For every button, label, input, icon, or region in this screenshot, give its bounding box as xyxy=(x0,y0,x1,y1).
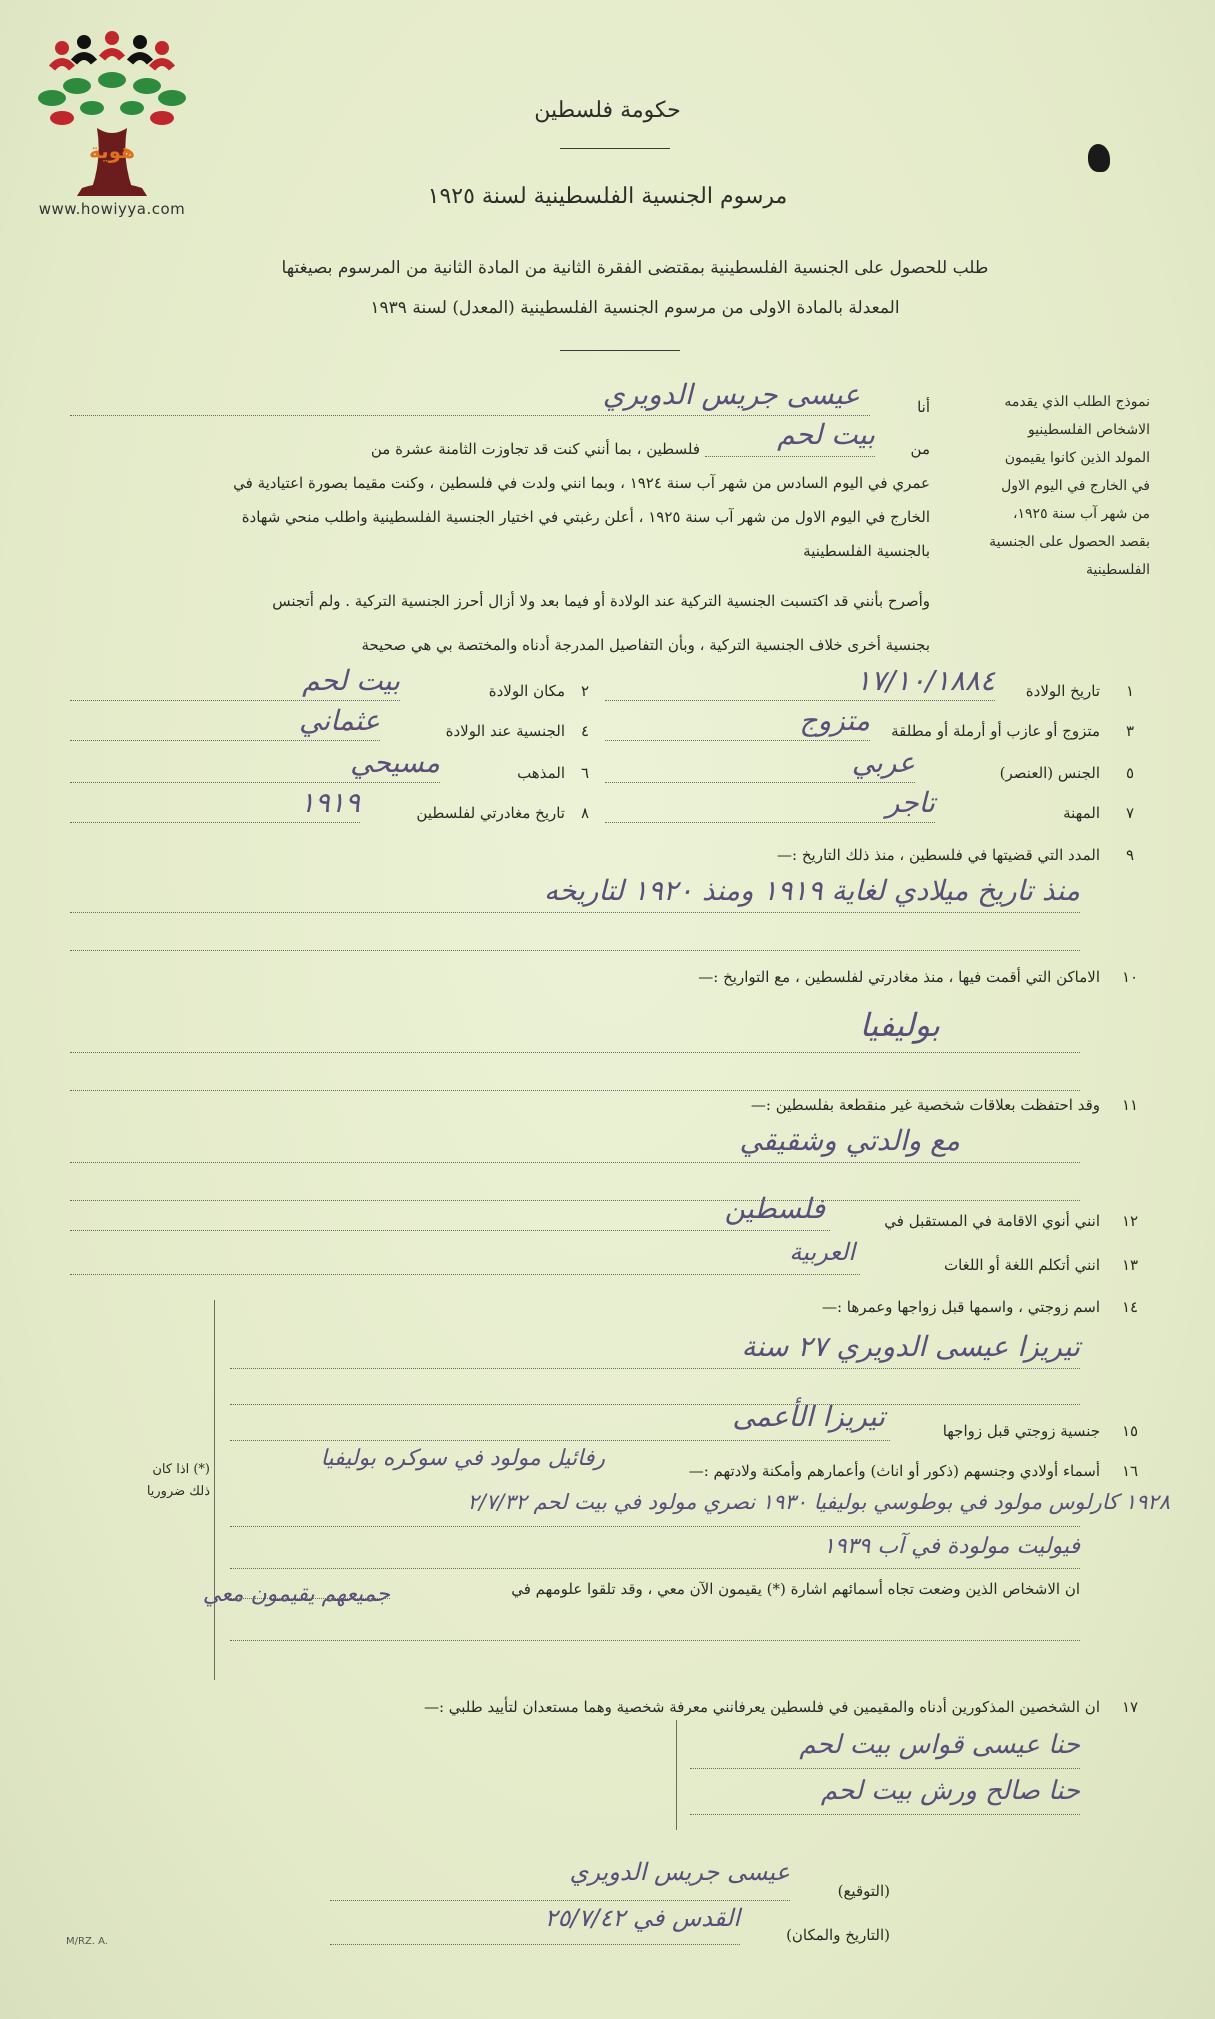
q9-value: منذ تاريخ ميلادي لغاية ١٩١٩ ومنذ ١٩٢٠ لتاريخه xyxy=(544,874,1080,907)
town-line xyxy=(705,456,875,457)
q14-label: اسم زوجتي ، واسمها قبل زواجها وعمرها :— xyxy=(821,1298,1100,1316)
field-value-birth-nationality: عثماني xyxy=(298,704,380,737)
q13-label: انني أتكلم اللغة أو اللغات xyxy=(943,1256,1100,1274)
q14-value: تيريزا عيسى الدويري ٢٧ سنة xyxy=(741,1330,1080,1363)
applicant-town: بيت لحم xyxy=(777,418,875,451)
title-rule xyxy=(560,148,670,149)
q16-value-line-3: فيوليت مولودة في آب ١٩٣٩ xyxy=(823,1534,1080,1559)
intro-line-2: عمري في اليوم السادس من شهر آب سنة ١٩٢٤ ، وبما انني ولدت في فلسطين ، وكنت مقيما بصورة اعتيادية في xyxy=(233,474,930,492)
q13-value: العربية xyxy=(789,1238,855,1266)
intro-line-1: فلسطين ، بما أنني كنت قد تجاوزت الثامنة عشرة من xyxy=(370,440,700,458)
field-line xyxy=(70,1162,1080,1163)
field-label-departure-date: تاريخ مغادرتي لفلسطين xyxy=(416,804,565,822)
field-line xyxy=(70,822,360,823)
field-value-departure-date: ١٩١٩ xyxy=(299,786,360,819)
field-number: ١٧ xyxy=(1121,1698,1139,1716)
field-value-birth-date: ١٧/١٠/١٨٨٤ xyxy=(855,664,995,697)
q16-label: أسماء أولادي وجنسهم (ذكور أو اناث) وأعمارهم وأمكنة ولادتهم :— xyxy=(688,1462,1100,1480)
logo-url: www.howiyya.com xyxy=(38,200,186,218)
intro-ana: أنا xyxy=(917,398,930,416)
declaration-line-1: وأصرح بأنني قد اكتسبت الجنسية التركية عند الولادة أو فيما بعد ولا أزال أحرز الجنسية التركية . ولم أتجنس xyxy=(272,592,930,610)
form-code: M/RZ. A. xyxy=(66,1936,108,1947)
intro-line-3: الخارج في اليوم الاول من شهر آب سنة ١٩٢٥ ، أعلن رغبتي في اختيار الجنسية الفلسطينية واطلب منحي شهادة xyxy=(241,508,930,526)
q16-asterisk-text: ان الاشخاص الذين وضعت تجاه أسمائهم اشارة (*) يقيمون الآن معي ، وقد تلقوا علومهم في xyxy=(511,1580,1080,1598)
field-number: ٨ xyxy=(580,804,590,822)
field-value-marital: متزوج xyxy=(799,704,870,737)
referee-1: حنا عيسى قواس بيت لحم xyxy=(799,1730,1080,1760)
field-number: ١٥ xyxy=(1121,1422,1139,1440)
q16-value-line-2: ١٩٢٨ كارلوس مولود في بوطوسي بوليفيا ١٩٣٠ نصري مولود في بيت لحم ٢/٧/٣٢ xyxy=(467,1490,1170,1514)
government-title: حكومة فلسطين xyxy=(534,98,681,123)
field-number: ٢ xyxy=(580,682,590,700)
place-date-value: القدس في ٢٥/٧/٤٢ xyxy=(544,1904,740,1932)
field-line xyxy=(70,912,1080,913)
q11-label: وقد احتفظت بعلاقات شخصية غير منقطعة بفلسطين :— xyxy=(750,1096,1100,1114)
q16-note-2: ذلك ضروريا xyxy=(146,1484,210,1499)
field-line xyxy=(70,740,380,741)
signature-value: عيسى جريس الدويري xyxy=(569,1858,790,1886)
field-line xyxy=(690,1768,1080,1769)
field-line xyxy=(230,1568,1080,1569)
q15-label: جنسية زوجتي قبل زواجها xyxy=(942,1422,1100,1440)
field-value-race: عربي xyxy=(851,746,915,779)
field-line xyxy=(70,950,1080,951)
q10-value: بوليفيا xyxy=(859,1006,940,1044)
field-line xyxy=(70,1274,860,1275)
svg-text:هوية: هوية xyxy=(88,139,136,163)
field-number: ١٢ xyxy=(1121,1212,1139,1230)
q9-label: المدد التي قضيتها في فلسطين ، منذ ذلك التاريخ :— xyxy=(777,846,1100,864)
field-line xyxy=(330,1900,790,1901)
q15-value: تيريزا الأعمى xyxy=(732,1400,885,1433)
field-number: ١٠ xyxy=(1121,968,1139,986)
field-line xyxy=(70,700,400,701)
field-label-birth-date: تاريخ الولادة xyxy=(1025,682,1100,700)
field-number: ٧ xyxy=(1125,804,1135,822)
field-line xyxy=(605,740,870,741)
field-number: ١١ xyxy=(1121,1096,1139,1114)
declaration-line-2: بجنسية أخرى خلاف الجنسية التركية ، وبأن التفاصيل المدرجة أدناه والمختصة بي هي صحيحة xyxy=(361,636,930,654)
decree-title: مرسوم الجنسية الفلسطينية لسنة ١٩٢٥ xyxy=(427,184,788,209)
field-line xyxy=(605,700,995,701)
people-icon xyxy=(52,31,172,68)
q12-value: فلسطين xyxy=(724,1192,825,1225)
field-line xyxy=(230,1526,1080,1527)
field-number: ١٤ xyxy=(1121,1298,1139,1316)
field-line xyxy=(70,1090,1080,1091)
field-line xyxy=(230,1640,1080,1641)
field-value-religion: مسيحي xyxy=(350,746,440,779)
field-label-marital: متزوج أو عازب أو أرملة أو مطلقة xyxy=(891,722,1100,740)
field-line xyxy=(70,782,440,783)
field-line xyxy=(230,1440,890,1441)
field-line xyxy=(605,822,935,823)
field-line xyxy=(605,782,915,783)
field-number: ٥ xyxy=(1125,764,1135,782)
field-label-occupation: المهنة xyxy=(1063,804,1100,822)
request-line-2: المعدلة بالمادة الاولى من مرسوم الجنسية الفلسطينية (المعدل) لسنة ١٩٣٩ xyxy=(370,298,900,318)
name-line xyxy=(70,415,870,416)
q16-asterisk-value: جميعهم يقيمون معي xyxy=(202,1582,390,1607)
field-number: ١٦ xyxy=(1121,1462,1139,1480)
field-label-birth-nationality: الجنسية عند الولادة xyxy=(445,722,565,740)
q11-value: مع والدتي وشقيقي xyxy=(739,1124,960,1157)
side-note: نموذج الطلب الذي يقدمه الاشخاص الفلسطينيو المولد الذين كانوا يقيمون في الخارج في اليوم الاول من شهر آب سنة ١٩٢٥، بقصد الحصول على الجنسية الفلسطينية xyxy=(989,394,1150,578)
field-line xyxy=(70,1052,1080,1053)
field-number: ١٣ xyxy=(1121,1256,1139,1274)
intro-line-4: بالجنسية الفلسطينية xyxy=(803,542,930,560)
ink-blot xyxy=(1088,144,1110,172)
field-number: ٩ xyxy=(1125,846,1135,864)
q17-label: ان الشخصين المذكورين أدناه والمقيمين في فلسطين يعرفانني معرفة شخصية وهما مستعدان لتأييد طلبي :— xyxy=(423,1698,1100,1716)
q12-label: انني أنوي الاقامة في المستقبل في xyxy=(884,1212,1100,1230)
referee-2: حنا صالح ورش بيت لحم xyxy=(820,1776,1080,1806)
field-line xyxy=(690,1814,1080,1815)
field-number: ٤ xyxy=(580,722,590,740)
request-line-1: طلب للحصول على الجنسية الفلسطينية بمقتضى الفقرة الثانية من المادة الثانية من المرسوم بصيغتها xyxy=(281,258,989,278)
signature-label: (التوقيع) xyxy=(837,1882,890,1900)
field-value-occupation: تاجر xyxy=(885,786,935,819)
place-date-label: (التاريخ والمكان) xyxy=(786,1926,890,1944)
q16-note-1: (*) اذا كان xyxy=(152,1462,210,1477)
field-label-birth-place: مكان الولادة xyxy=(488,682,565,700)
intro-min: من xyxy=(910,440,930,458)
applicant-name: عيسى جريس الدويري xyxy=(602,378,860,411)
field-label-religion: المذهب xyxy=(517,764,565,782)
field-label-race: الجنس (العنصر) xyxy=(999,764,1100,782)
field-number: ١ xyxy=(1125,682,1135,700)
q16-value-line-1: رفائيل مولود في سوكره بوليفيا xyxy=(320,1446,605,1471)
field-line xyxy=(330,1944,740,1945)
field-line xyxy=(230,1368,1080,1369)
field-line xyxy=(70,1230,830,1231)
referees-bracket xyxy=(676,1720,677,1830)
field-number: ٦ xyxy=(580,764,590,782)
field-value-birth-place: بيت لحم xyxy=(302,664,400,697)
header-rule xyxy=(560,350,680,351)
q10-label: الاماكن التي أقمت فيها ، منذ مغادرتي لفلسطين ، مع التواريخ :— xyxy=(698,968,1100,986)
field-number: ٣ xyxy=(1125,722,1135,740)
